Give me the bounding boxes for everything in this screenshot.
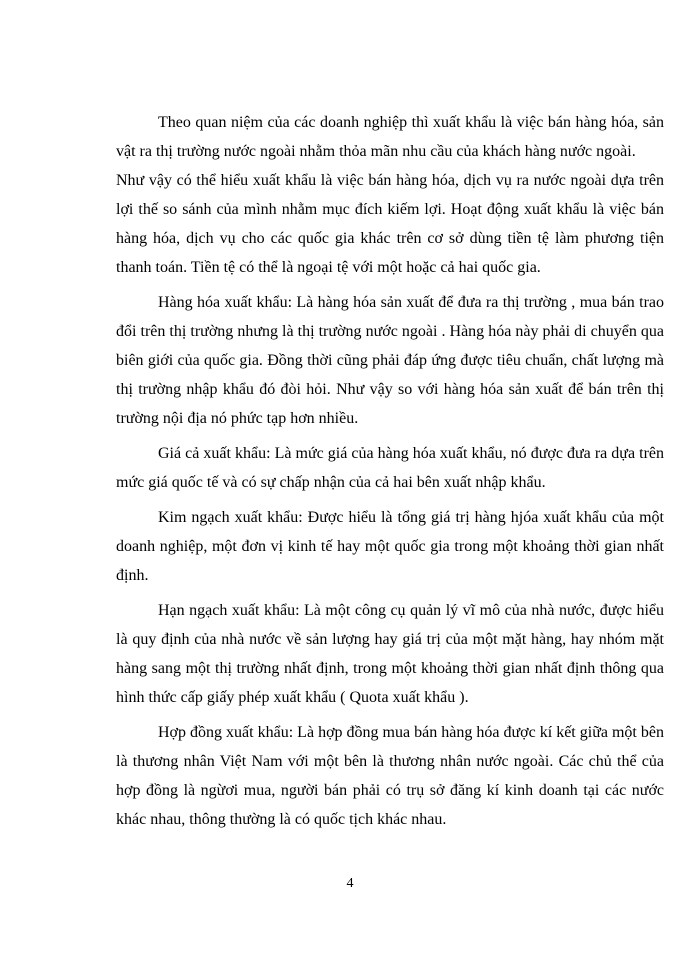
paragraph-export-contract: Hợp đồng xuất khẩu: Là hợp đồng mua bán hàng hóa được kí kết giữa một bên là thương nhân Việt Nam với một bên là thương nhân nước ngoài. Các chủ thể của hợp đồng là ngừơi mua, người bán phải có trụ sở đăng kí kinh doanh tại các nước khác nhau, thông thường là có quốc tịch khác nhau. (116, 724, 664, 828)
page-number: 4 (346, 876, 354, 891)
paragraph-export-price: Giá cả xuất khẩu: Là mức giá của hàng hóa xuất khẩu, nó được đưa ra dựa trên mức giá quốc tế và có sự chấp nhận của cả hai bên xuất nhập khẩu. (116, 445, 664, 491)
paragraph-export-quota: Hạn ngạch xuất khẩu: Là một công cụ quản lý vĩ mô của nhà nước, được hiểu là quy định của nhà nước về sản lượng hay giá trị của một mặt hàng, hay nhóm mặt hàng sang một thị trường nhất định, trong một khoảng thời gian nhất định thông qua hình thức cấp giấy phép xuất khẩu ( Quota xuất khẩu ). (116, 602, 664, 706)
paragraph-export-turnover: Kim ngạch xuất khẩu: Được hiểu là tổng giá trị hàng hjóa xuất khẩu của một doanh nghiệp, một đơn vị kinh tế hay một quốc gia trong một khoảng thời gian nhất định. (116, 509, 664, 584)
paragraph-export-definition-business: Theo quan niệm của các doanh nghiệp thì xuất khẩu là việc bán hàng hóa, sản vật ra thị trường nước ngoài nhằm thỏa mãn nhu cầu của khách hàng nước ngoài. (116, 114, 664, 160)
document-body (116, 108, 664, 840)
paragraph-export-definition-general: Như vậy có thể hiểu xuất khẩu là việc bán hàng hóa, dịch vụ ra nước ngoài dựa trên lợi thế so sánh của mình nhằm mục đích kiếm lợi. Hoạt động xuất khẩu là việc bán hàng hóa, dịch vụ cho các quốc gia khác trên cơ sở dùng tiền tệ làm phương tiện thanh toán. Tiền tệ có thể là ngoại tệ với một hoặc cả hai quốc gia. (116, 172, 664, 276)
paragraph-export-goods: Hàng hóa xuất khẩu: Là hàng hóa sản xuất để đưa ra thị trường , mua bán trao đổi trên thị trường nhưng là thị trường nước ngoài . Hàng hóa này phải di chuyển qua biên giới của quốc gia. Đồng thời cũng phải đáp ứng được tiêu chuẩn, chất lượng mà thị trường nhập khẩu đó đòi hỏi. Như vậy so với hàng hóa sản xuất để bán trên thị trường nội địa nó phức tạp hơn nhiều. (116, 294, 664, 427)
